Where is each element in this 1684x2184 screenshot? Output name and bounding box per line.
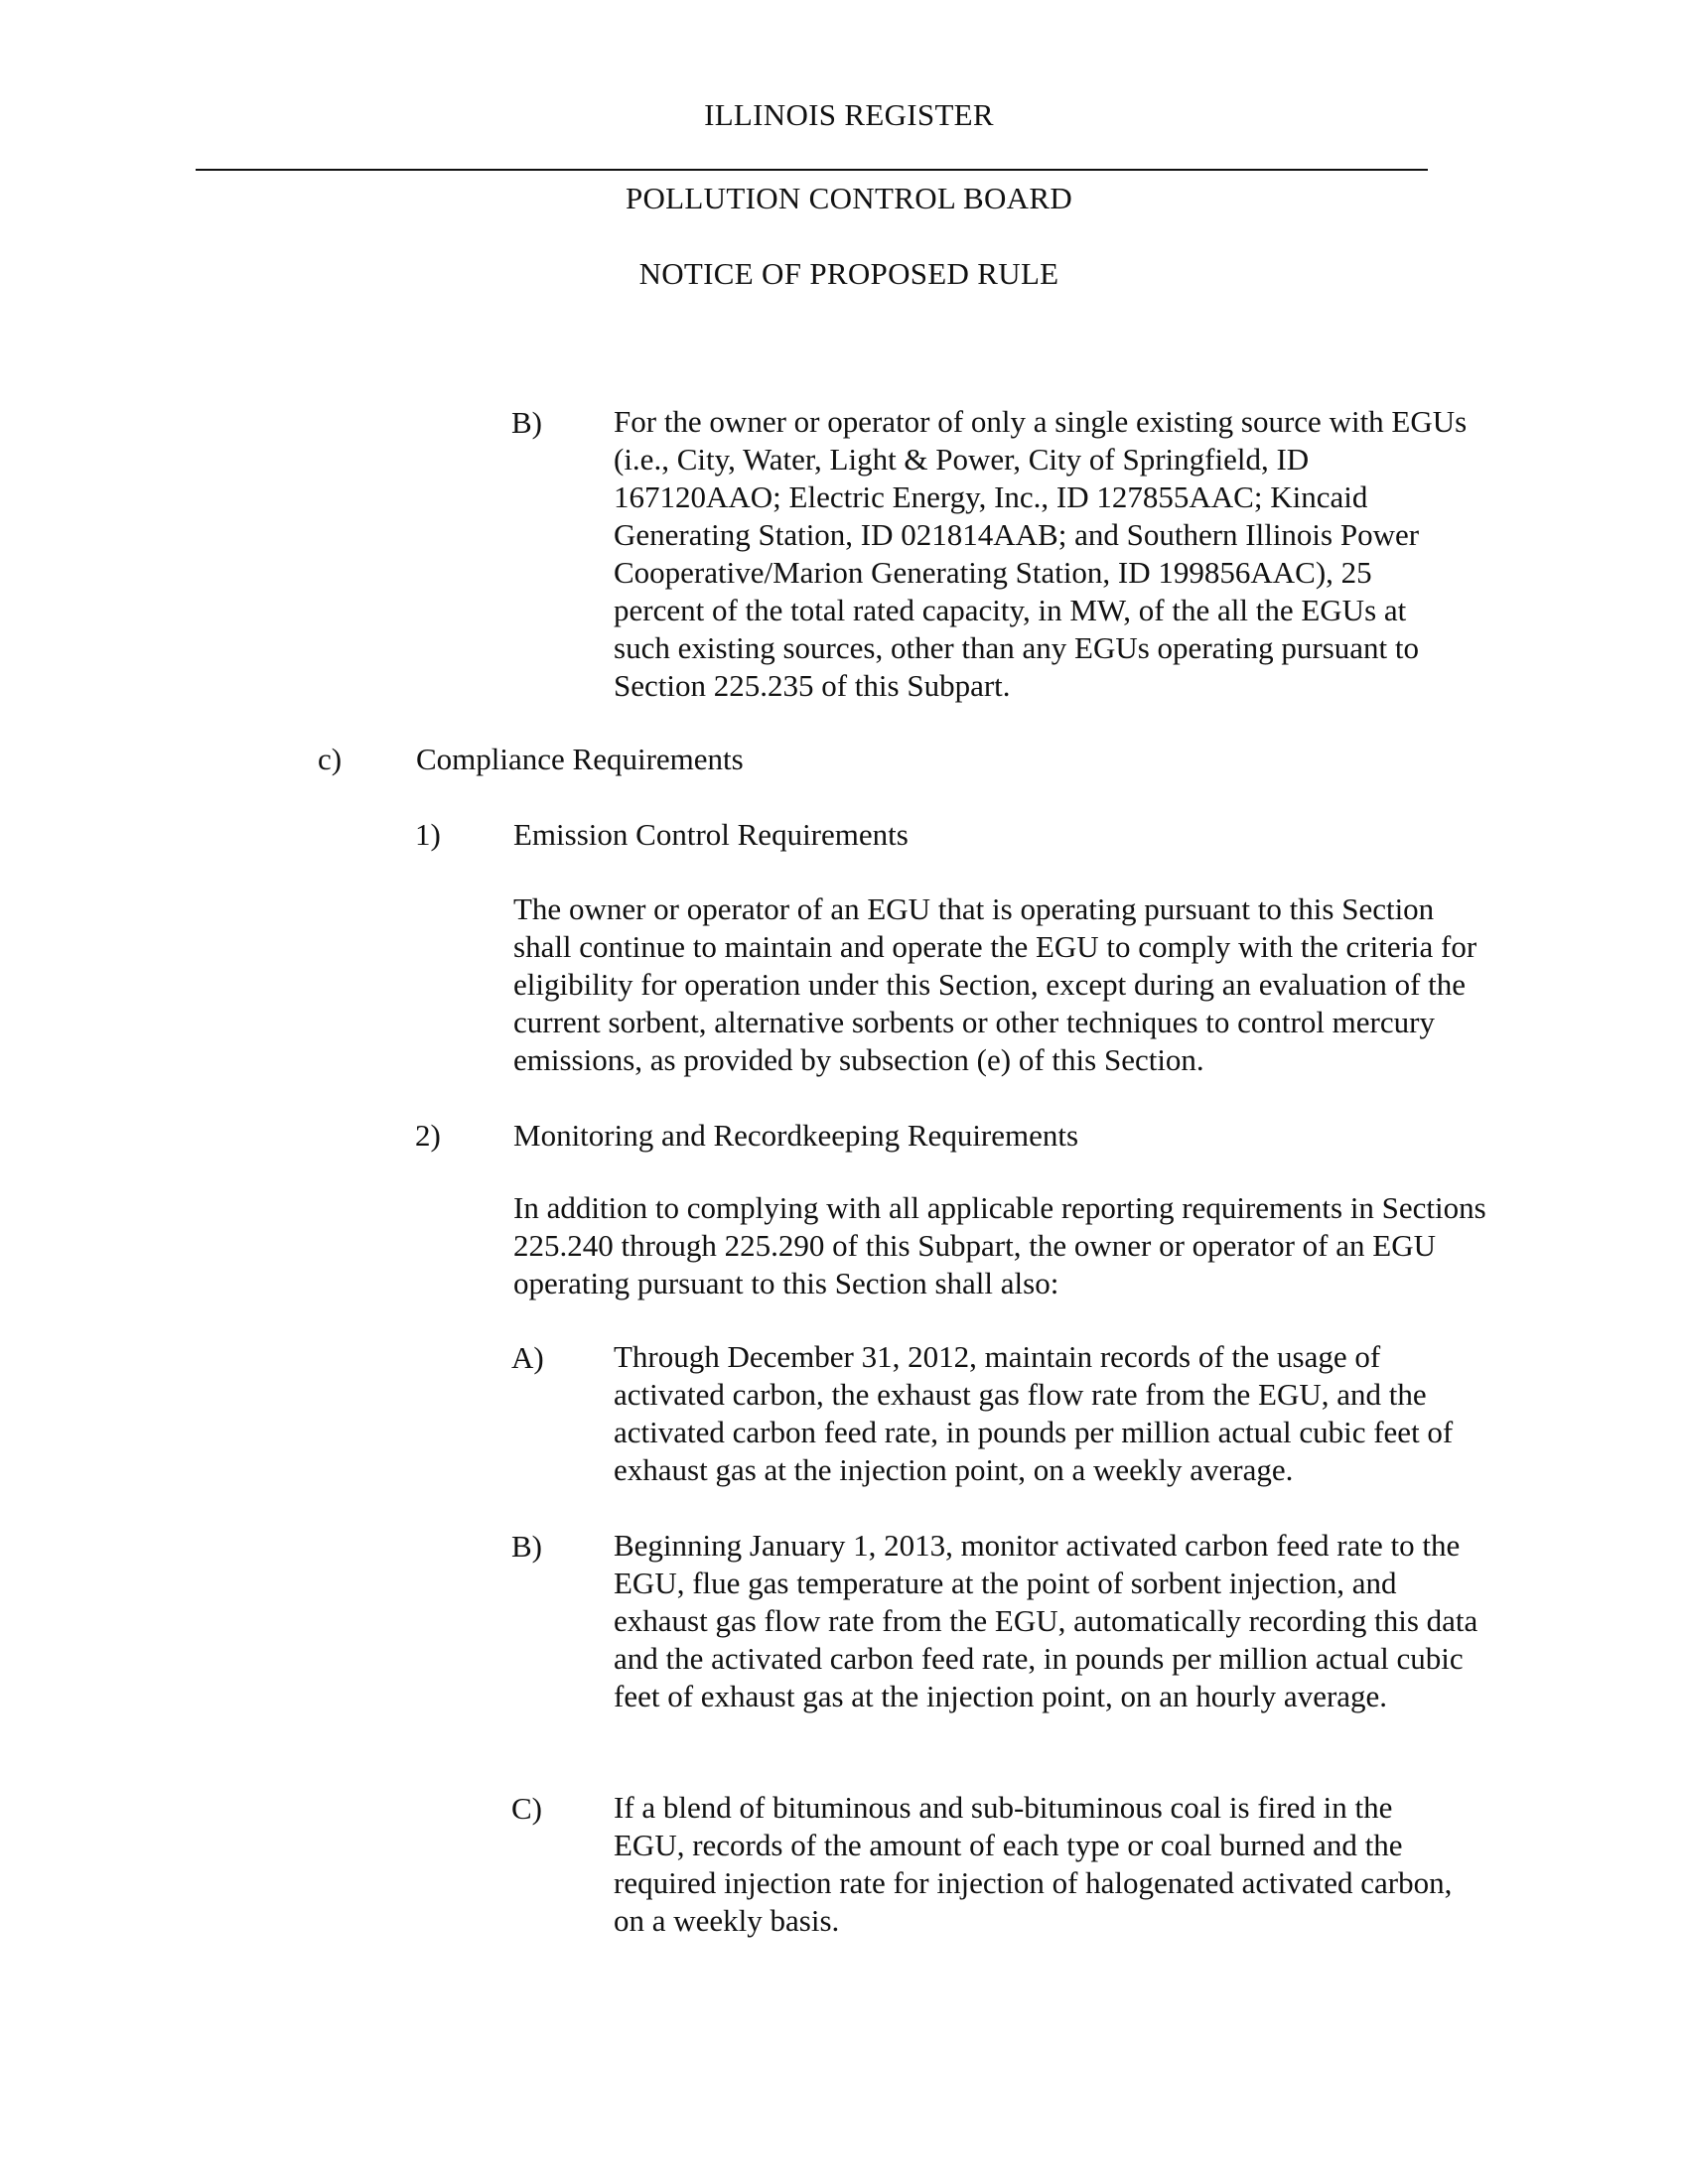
item-1-marker: 1)	[415, 817, 441, 852]
agency-title: POLLUTION CONTROL BOARD	[625, 181, 1073, 215]
register-title: ILLINOIS REGISTER	[704, 97, 994, 132]
item-2c-text: If a blend of bituminous and sub-bituminous coal is fired in the EGU, records of the amount of each type or coal burned and the required injection rate for injection of halogenated activated carbon, on a weekly basis.	[614, 1790, 1453, 1938]
item-1-text: The owner or operator of an EGU that is operating pursuant to this Section shall continue to maintain and operate the EGU to comply with the criteria for eligibility for operation under this Section, except during an evaluation of the current sorbent, alternative sorbents or other techniques to control mercury emissions, as provided by subsection (e) of this Section.	[513, 891, 1477, 1077]
item-b-text: For the owner or operator of only a single existing source with EGUs (i.e., City, Water, Light & Power, City of Springfield, ID 167120AAO; Electric Energy, Inc., ID 127855AAC; Kincaid Generating Station, ID 021814AAB; and Southern Illinois Power Cooperative/Marion Generating Station, ID 199856AAC), 25 percent of the total rated capacity, in MW, of the all the EGUs at such existing sources, other than any EGUs operating pursuant to Section 225.235 of this Subpart.	[614, 404, 1468, 703]
item-1-title: Emission Control Requirements	[513, 817, 909, 852]
item-2-title: Monitoring and Recordkeeping Requirements	[513, 1118, 1079, 1153]
item-2b-marker: B)	[511, 1529, 542, 1564]
item-2c-marker: C)	[511, 1791, 542, 1826]
item-2a-marker: A)	[511, 1340, 544, 1375]
section-c-marker: c)	[318, 742, 343, 776]
section-c-title: Compliance Requirements	[416, 742, 744, 776]
item-2b-text: Beginning January 1, 2013, monitor activated carbon feed rate to the EGU, flue gas temperature at the point of sorbent injection, and exhaust gas flow rate from the EGU, automatically recording this data and the activated carbon feed rate, in pounds per million actual cubic feet of exhaust gas at the injection point, on an hourly average.	[614, 1528, 1478, 1713]
item-b-marker: B)	[511, 405, 542, 440]
header-rule	[196, 169, 1428, 171]
item-2-marker: 2)	[415, 1118, 441, 1153]
item-2-text: In addition to complying with all applicable reporting requirements in Sections 225.240 through 225.290 of this Subpart, the owner or operator of an EGU operating pursuant to this Section shall also:	[513, 1190, 1486, 1300]
item-2a-text: Through December 31, 2012, maintain records of the usage of activated carbon, the exhaust gas flow rate from the EGU, and the activated carbon feed rate, in pounds per million actual cubic feet of exhaust gas at the injection point, on a weekly average.	[614, 1339, 1454, 1487]
notice-title: NOTICE OF PROPOSED RULE	[638, 256, 1059, 291]
